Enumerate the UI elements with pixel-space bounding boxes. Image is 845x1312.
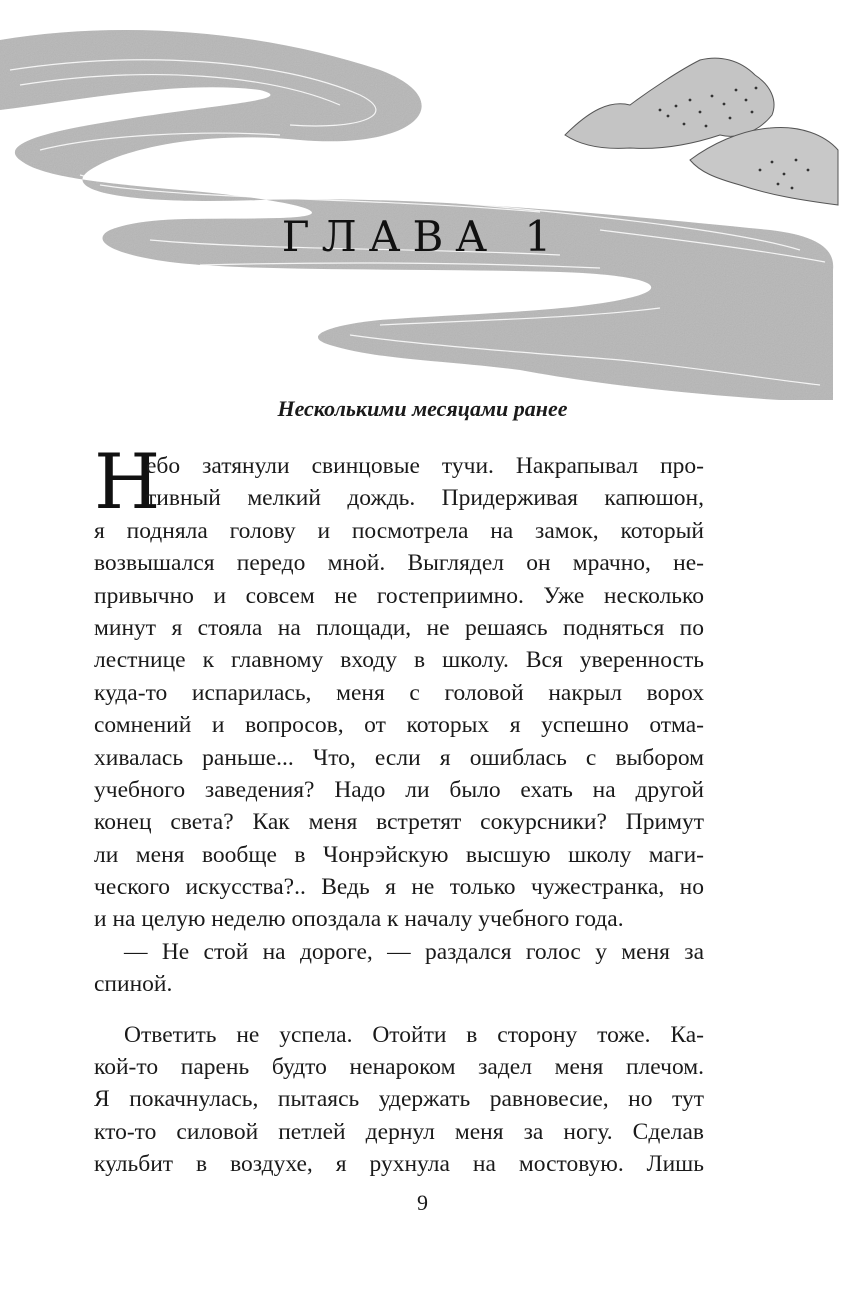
text-line: Я покачнулась, пытаясь удержать равновесие, но тут xyxy=(94,1086,704,1113)
mountains-illustration xyxy=(565,58,838,205)
text-line: и на целую неделю опоздала к началу учебного года. xyxy=(94,906,624,933)
text-line: кто-то силовой петлей дернул меня за ногу. Сделав xyxy=(94,1118,704,1145)
chapter-subtitle: Несколькими месяцами ранее xyxy=(277,396,568,421)
text-line: хивалась раньше... Что, если я ошиблась с выбором xyxy=(94,744,704,771)
text-line: учебного заведения? Надо ли было ехать на другой xyxy=(94,776,704,803)
body-text xyxy=(94,437,704,1181)
text-line: кой-то парень будто ненароком задел меня плечом. xyxy=(94,1054,704,1081)
text-line: спиной. xyxy=(94,971,173,998)
text-line: ебо затянули свинцовые тучи. Накрапывал про- xyxy=(146,453,704,479)
text-line: конец света? Как меня встретят сокурсники? Примут xyxy=(94,809,704,836)
text-line: сомнений и вопросов, от которых я успешно отма- xyxy=(94,712,704,739)
page-number: 9 xyxy=(417,1190,428,1215)
text-line: Ответить не успела. Отойти в сторону тоже. Ка- xyxy=(124,1021,704,1048)
header-river-illustration xyxy=(0,0,845,400)
text-line: ческого искусства?.. Ведь я не только чужестранка, но xyxy=(94,874,704,901)
text-line: возвышался передо мной. Выглядел он мрачно, не- xyxy=(94,550,704,577)
drop-cap: Н xyxy=(94,437,161,526)
text-line: ли меня вообще в Чонрэйскую высшую школу маги- xyxy=(94,841,704,868)
text-line: — Не стой на дороге, — раздался голос у меня за xyxy=(124,938,704,965)
text-line: лестнице к главному входу в школу. Вся уверенность xyxy=(94,647,704,674)
text-line: куда-то испарилась, меня с головой накрыл ворох xyxy=(94,679,704,706)
text-line: привычно и совсем не гостеприимно. Уже несколько xyxy=(94,582,704,609)
text-line: я подняла голову и посмотрела на замок, который xyxy=(94,517,704,544)
text-line: тивный мелкий дождь. Придерживая капюшон, xyxy=(146,485,704,512)
text-line: кульбит в воздухе, я рухнула на мостовую. Лишь xyxy=(94,1151,704,1178)
chapter-title: ГЛАВА 1 xyxy=(281,212,564,261)
text-line: минут я стояла на площади, не решаясь подняться по xyxy=(94,614,704,641)
